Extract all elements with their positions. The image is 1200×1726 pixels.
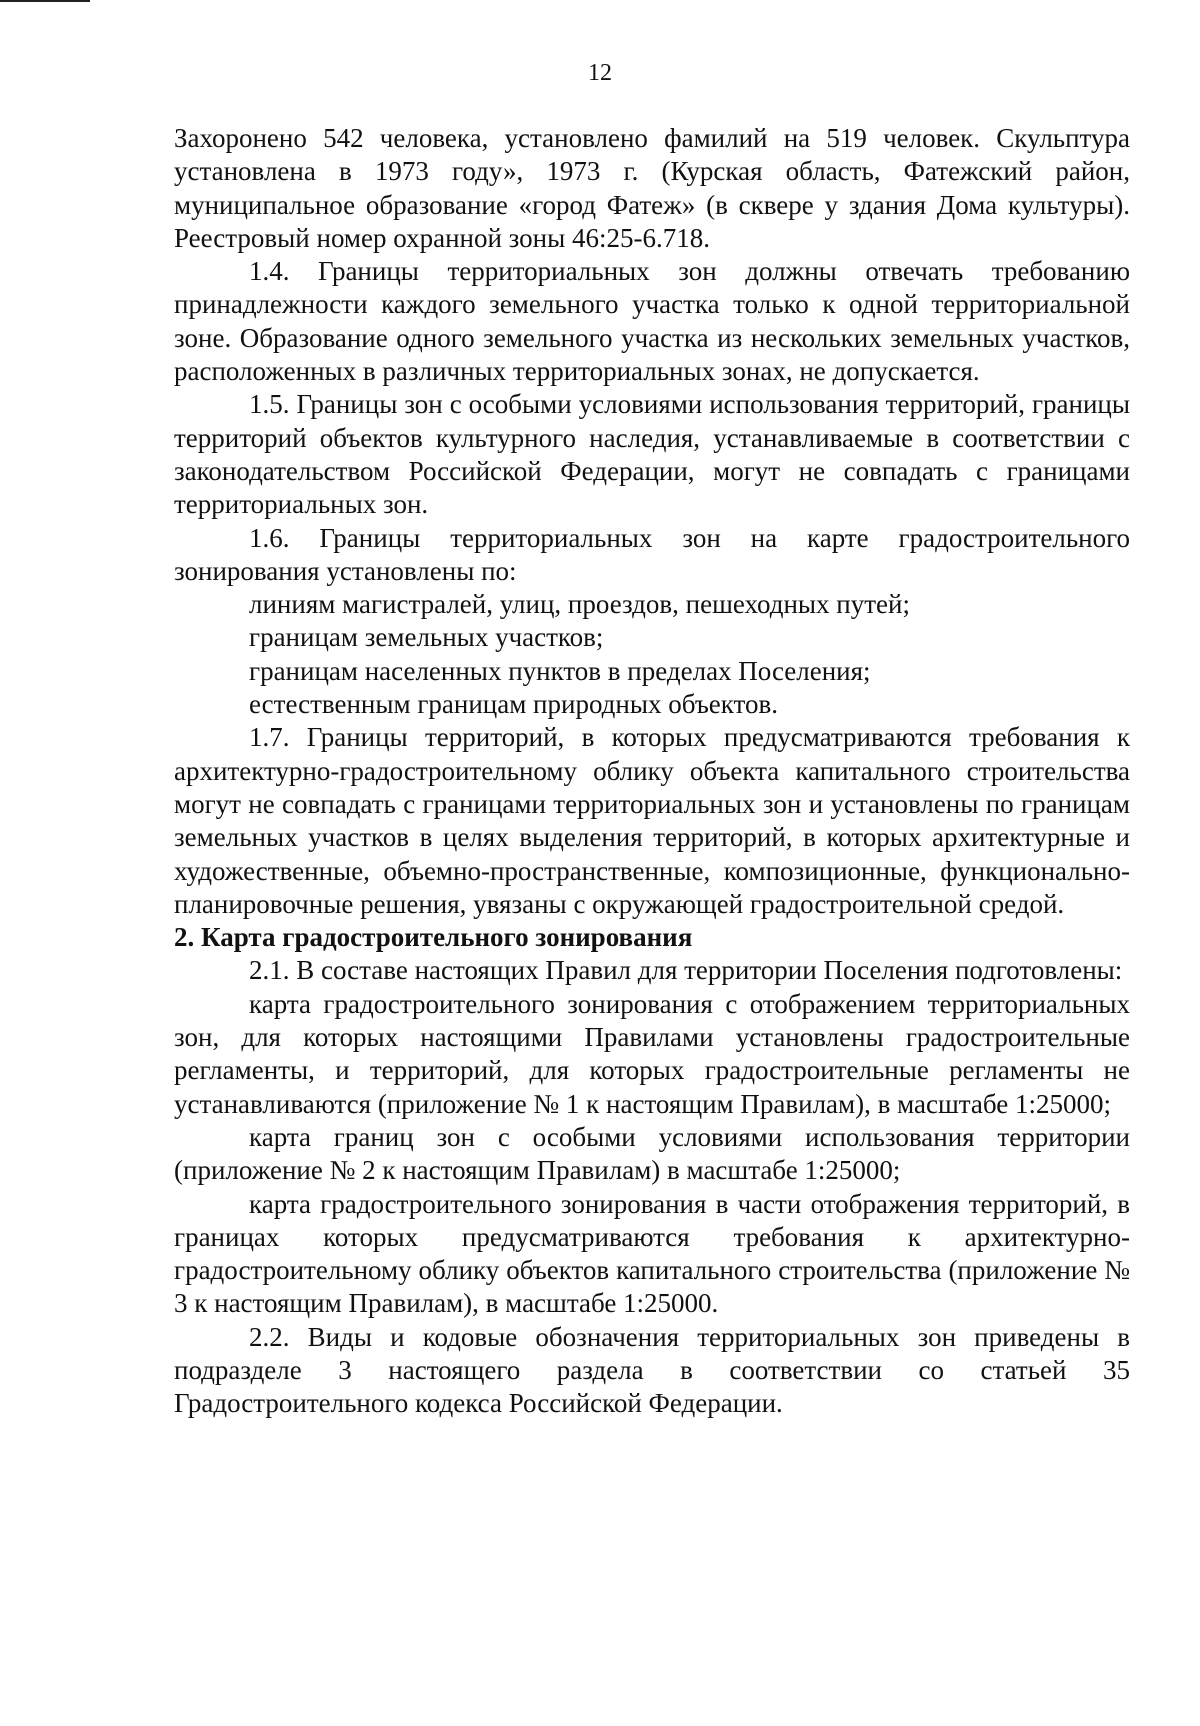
paragraph-1-7: 1.7. Границы территорий, в которых предусматриваются требования к архитектурно-градостроительному облику объекта капитального строительства могут не совпадать с границами территориальных зон и установлены по границам земельных участков в целях выделения территорий, в которых архитектурные и художественные, объемно-пространственные, композиционные, функционально-планировочные решения, увязаны с окружающей градостроительной средой. <box>174 722 1130 919</box>
list-item: границам населенных пунктов в пределах Поселения; <box>249 655 871 686</box>
paragraph-2-2: 2.2. Виды и кодовые обозначения территориальных зон приведены в подразделе 3 настоящего раздела в соответствии со статьей 35 Градостроительного кодекса Российской Федерации. <box>174 1321 1130 1419</box>
list-item: линиям магистралей, улиц, проездов, пешеходных путей; <box>249 589 910 620</box>
paragraph-intro: Захоронено 542 человека, установлено фамилий на 519 человек. Скульптура установлена в 1973 году», 1973 г. (Курская область, Фатежский район, муниципальное образование «город Фатеж» (в сквере у здания Дома культуры). Реестровый номер охранной зоны 46:25-6.718. <box>174 123 1130 253</box>
section-heading: 2. Карта градостроительного зонирования <box>174 922 693 953</box>
paragraph-1-6: 1.6. Границы территориальных зон на карте градостроительного зонирования установлены по: <box>174 522 1130 586</box>
page-number: 12 <box>588 60 612 86</box>
paragraph-1-5: 1.5. Границы зон с особыми условиями использования территорий, границы территорий объектов культурного наследия, устанавливаемые в соответствии с законодательством Российской Федерации, могут не совпадать с границами территориальных зон. <box>174 389 1130 520</box>
paragraph-2-1-b: карта границ зон с особыми условиями использования территории (приложение № 2 к настоящим Правилам) в масштабе 1:25000; <box>174 1121 1130 1186</box>
scan-edge-mark <box>0 0 90 2</box>
list-item: естественным границам природных объектов. <box>249 689 778 720</box>
list-item: границам земельных участков; <box>249 622 604 653</box>
paragraph-2-1-c: карта градостроительного зонирования в части отображения территорий, в границах которых предусматриваются требования к архитектурно-градостроительному облику объектов капитального строительства (приложение № 3 к настоящим Правилам), в масштабе 1:25000. <box>174 1188 1130 1319</box>
paragraph-2-1-a: карта градостроительного зонирования с отображением территориальных зон, для которых настоящими Правилами установлены градостроительные регламенты, и территорий, для которых градостроительные регламенты не устанавливаются (приложение № 1 к настоящим Правилам), в масштабе 1:25000; <box>174 988 1130 1119</box>
paragraph-1-4: 1.4. Границы территориальных зон должны отвечать требованию принадлежности каждого земельного участка только к одной территориальной зоне. Образование одного земельного участка из нескольких земельных участков, расположенных в различных территориальных зонах, не допускается. <box>174 256 1130 387</box>
paragraph-2-1: 2.1. В составе настоящих Правил для территории Поселения подготовлены: <box>249 955 1123 986</box>
document-body <box>174 122 1130 1421</box>
